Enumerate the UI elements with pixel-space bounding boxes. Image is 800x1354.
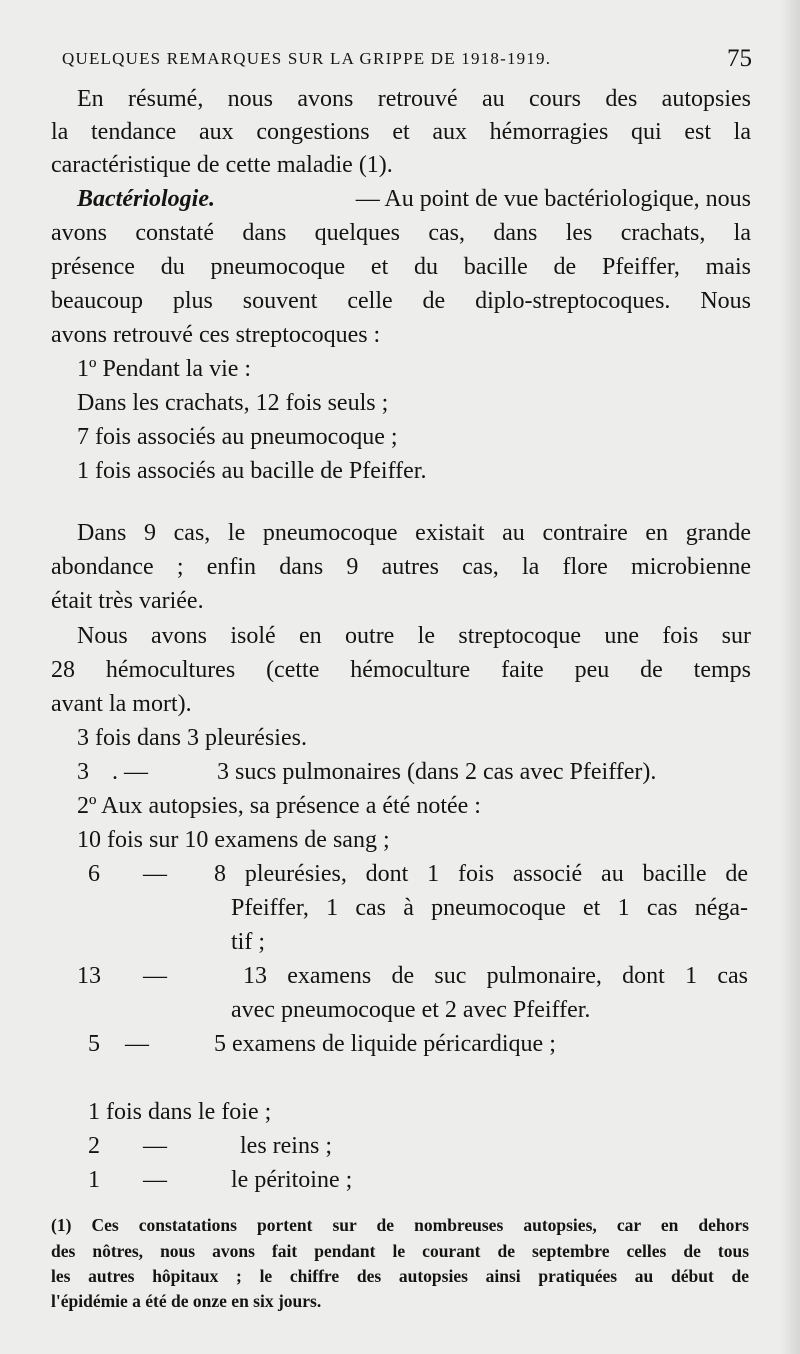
section-line bbox=[77, 184, 751, 214]
paragraph-line: avons retrouvé ces streptocoques : bbox=[51, 322, 381, 348]
count-number: 5 bbox=[88, 1031, 100, 1057]
list-item-text: 8 pleurésies, dont 1 fois associé au bacille de bbox=[214, 861, 748, 887]
list-item-text: 13 examens de suc pulmonaire, dont 1 cas bbox=[243, 963, 748, 989]
count-number: 13 bbox=[77, 963, 101, 989]
paragraph-line: avons constaté dans quelques cas, dans les crachats, la bbox=[51, 220, 751, 246]
paragraph-line: 28 hémocultures (cette hémoculture faite peu de temps bbox=[51, 657, 751, 683]
footnote-line: des nôtres, nous avons fait pendant le courant de septembre celles de tous bbox=[51, 1241, 749, 1261]
ditto-dash: — bbox=[143, 1167, 167, 1193]
list-item-text: avec pneumocoque et 2 avec Pfeiffer. bbox=[231, 997, 591, 1023]
count-number: 2 bbox=[88, 1133, 100, 1159]
ditto-dash: — bbox=[143, 861, 167, 887]
list-item-text: tif ; bbox=[231, 929, 265, 955]
list-item-text: les reins ; bbox=[240, 1133, 332, 1159]
list-item-text: 3 sucs pulmonaires (dans 2 cas avec Pfeiffer). bbox=[217, 759, 657, 785]
count-number: 1 bbox=[88, 1167, 100, 1193]
ditto-dash: — bbox=[125, 1031, 149, 1057]
running-title: QUELQUES REMARQUES SUR LA GRIPPE DE 1918-1919. bbox=[62, 49, 552, 68]
count-number: 3 bbox=[77, 759, 89, 785]
scan-edge-shadow bbox=[780, 0, 800, 1354]
paragraph-line: caractéristique de cette maladie (1). bbox=[51, 152, 393, 178]
count-number: 6 bbox=[88, 861, 100, 887]
list-item: 10 fois sur 10 examens de sang ; bbox=[77, 827, 390, 853]
list-item: 1 fois associés au bacille de Pfeiffer. bbox=[77, 458, 427, 484]
ditto-dash: — bbox=[143, 1133, 167, 1159]
paragraph-line: la tendance aux congestions et aux hémorragies qui est la bbox=[51, 119, 751, 145]
list-title: 2º Aux autopsies, sa présence a été notée : bbox=[77, 793, 481, 819]
ditto-dash: — bbox=[143, 963, 167, 989]
paragraph-line: beaucoup plus souvent celle de diplo-streptocoques. Nous bbox=[51, 288, 751, 314]
list-item-text: 5 examens de liquide péricardique ; bbox=[214, 1031, 556, 1057]
section-heading: Bactériologie. bbox=[77, 186, 215, 212]
list-title: 1º Pendant la vie : bbox=[77, 356, 252, 382]
paragraph-line: présence du pneumocoque et du bacille de Pfeiffer, mais bbox=[51, 254, 751, 280]
list-item: 7 fois associés au pneumocoque ; bbox=[77, 424, 398, 450]
section-heading-text: — Au point de vue bactériologique, nous bbox=[355, 186, 751, 212]
paragraph-line: abondance ; enfin dans 9 autres cas, la flore microbienne bbox=[51, 554, 751, 580]
list-item: 1 fois dans le foie ; bbox=[88, 1099, 272, 1125]
page-number: 75 bbox=[727, 45, 752, 72]
paragraph-line: avant la mort). bbox=[51, 691, 192, 717]
paragraph-line: était très variée. bbox=[51, 588, 204, 614]
list-item: 3 fois dans 3 pleurésies. bbox=[77, 725, 307, 751]
paragraph-line: Dans 9 cas, le pneumocoque existait au contraire en grande bbox=[77, 520, 751, 546]
ditto-mark: . — bbox=[112, 759, 148, 785]
running-header bbox=[62, 45, 762, 75]
list-item-text: le péritoine ; bbox=[231, 1167, 353, 1193]
paragraph-line: Nous avons isolé en outre le streptocoque une fois sur bbox=[77, 623, 751, 649]
list-item: Dans les crachats, 12 fois seuls ; bbox=[77, 390, 389, 416]
list-item-text: Pfeiffer, 1 cas à pneumocoque et 1 cas néga- bbox=[231, 895, 748, 921]
paragraph-line: En résumé, nous avons retrouvé au cours des autopsies bbox=[77, 86, 751, 112]
footnote-line: l'épidémie a été de onze en six jours. bbox=[51, 1291, 322, 1311]
footnote-line: les autres hôpitaux ; le chiffre des autopsies ainsi pratiquées au début de bbox=[51, 1266, 749, 1286]
footnote-line: (1) Ces constatations portent sur de nombreuses autopsies, car en dehors bbox=[51, 1215, 749, 1235]
